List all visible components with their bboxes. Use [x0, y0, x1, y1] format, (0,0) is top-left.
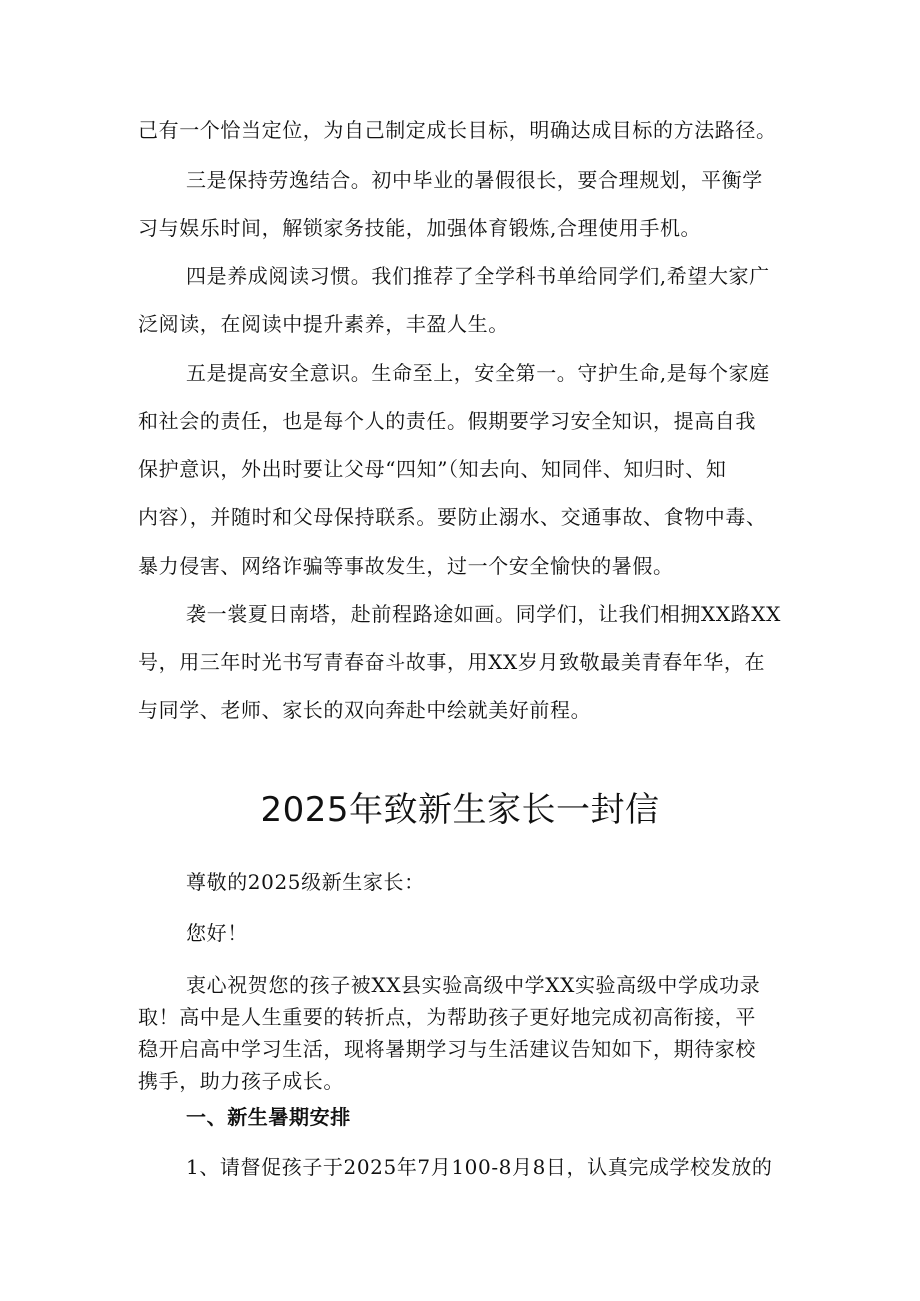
paragraph-line: 内容），并随时和父母保持联系。要防止溺水、交通事故、食物中毒、 [138, 505, 767, 529]
paragraph-line: 稳开启高中学习生活，现将暑期学习与生活建议告知如下，期待家校 [138, 1037, 756, 1061]
paragraph-line: 习与娱乐时间，解锁家务技能，加强体育锻炼,合理使用手机。 [138, 216, 702, 240]
paragraph-line: 和社会的责任，也是每个人的责任。假期要学习安全知识，提高自我 [138, 409, 756, 433]
greeting: 您好！ [186, 921, 248, 945]
paragraph-line: 携手，助力孩子成长。 [138, 1069, 344, 1093]
paragraph-line: 泛阅读，在阅读中提升素养，丰盈人生。 [138, 312, 509, 336]
paragraph-line: 号，用三年时光书写青春奋斗故事，用XX岁月致敬最美青春年华，在 [138, 650, 766, 674]
paragraph-line: 取！高中是人生重要的转折点，为帮助孩子更好地完成初高衔接，平 [138, 1005, 756, 1029]
paragraph-line: 三是保持劳逸结合。初中毕业的暑假很长，要合理规划，平衡学 [186, 168, 763, 192]
paragraph-line: 袭一裳夏日南塔，赴前程路途如画。同学们，让我们相拥XX路XX [186, 602, 781, 626]
letter-title: 2025年致新生家长一封信 [260, 790, 660, 830]
paragraph-line: 1、请督促孩子于2025年7月100-8月8日，认真完成学校发放的 [186, 1155, 773, 1179]
paragraph-line: 己有一个恰当定位，为自己制定成长目标，明确达成目标的方法路径。 [138, 118, 777, 142]
salutation: 尊敬的2025级新生家长： [186, 870, 425, 894]
paragraph-line: 暴力侵害、网络诈骗等事故发生，过一个安全愉快的暑假。 [138, 554, 674, 578]
paragraph-line: 与同学、老师、家长的双向奔赴中绘就美好前程。 [138, 698, 592, 722]
paragraph-line: 五是提高安全意识。生命至上，安全第一。守护生命,是每个家庭 [186, 361, 770, 385]
section-heading: 一、新生暑期安排 [186, 1105, 351, 1129]
paragraph-line: 保护意识，外出时要让父母“四知”（知去向、知同伴、知归时、知 [138, 457, 727, 481]
paragraph-line: 衷心祝贺您的孩子被XX县实验高级中学XX实验高级中学成功录 [186, 973, 761, 997]
paragraph-line: 四是养成阅读习惯。我们推荐了全学科书单给同学们,希望大家广 [186, 264, 770, 288]
